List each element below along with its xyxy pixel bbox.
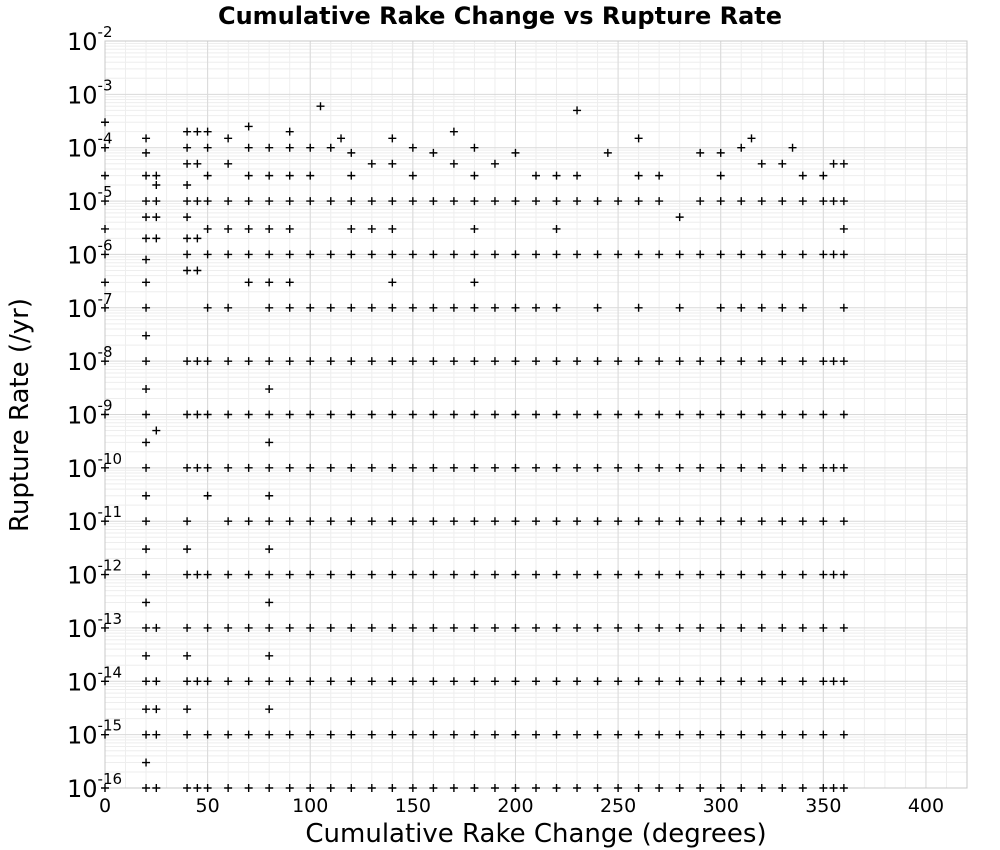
data-point (183, 266, 191, 274)
data-point (152, 213, 160, 221)
data-point (409, 172, 417, 180)
data-point (142, 172, 150, 180)
data-point (265, 278, 273, 286)
data-point (388, 134, 396, 142)
data-point (573, 172, 581, 180)
data-point (450, 784, 458, 792)
y-tick-label (67, 557, 122, 590)
data-point (450, 160, 458, 168)
x-tick-label: 300 (702, 795, 739, 817)
data-point (265, 652, 273, 660)
data-point (265, 438, 273, 446)
data-point (573, 106, 581, 114)
data-point (183, 128, 191, 136)
data-point (245, 278, 253, 286)
data-point (193, 234, 201, 242)
data-point (142, 234, 150, 242)
data-point (758, 784, 766, 792)
y-tick-base: 10 (67, 401, 98, 430)
data-point (553, 172, 561, 180)
data-point (409, 784, 417, 792)
data-point (265, 385, 273, 393)
y-tick-label (67, 663, 122, 696)
data-point (676, 784, 684, 792)
data-point (183, 705, 191, 713)
data-point (737, 784, 745, 792)
data-point (224, 160, 232, 168)
y-tick-exponent: -14 (97, 663, 123, 682)
data-point (152, 172, 160, 180)
y-tick-label (67, 610, 122, 643)
data-point (306, 784, 314, 792)
data-point (388, 784, 396, 792)
y-tick-base: 10 (67, 721, 98, 750)
data-point (183, 545, 191, 553)
data-point (635, 172, 643, 180)
y-tick-exponent: -4 (97, 129, 113, 148)
data-point (327, 784, 335, 792)
x-tick-label: 100 (292, 795, 329, 817)
data-point (368, 160, 376, 168)
data-point (265, 492, 273, 500)
data-point (152, 234, 160, 242)
data-point (286, 172, 294, 180)
y-tick-exponent: -2 (97, 23, 113, 41)
data-point (830, 160, 838, 168)
chart-title: Cumulative Rake Change vs Rupture Rate (217, 2, 783, 30)
data-point (183, 234, 191, 242)
y-tick-base: 10 (67, 348, 98, 377)
data-point (799, 172, 807, 180)
data-point (142, 385, 150, 393)
data-point (748, 134, 756, 142)
data-point (614, 784, 622, 792)
data-point (655, 172, 663, 180)
data-point (286, 225, 294, 233)
data-point (183, 784, 191, 792)
data-point (193, 128, 201, 136)
data-point (511, 784, 519, 792)
data-point (717, 784, 725, 792)
data-point (337, 134, 345, 142)
data-point (696, 784, 704, 792)
y-tick-base: 10 (67, 294, 98, 323)
data-point (142, 492, 150, 500)
data-point (101, 278, 109, 286)
data-point (840, 160, 848, 168)
data-point (286, 278, 294, 286)
y-tick-exponent: -6 (97, 236, 113, 255)
y-tick-label (67, 717, 122, 750)
data-point (152, 784, 160, 792)
data-point (265, 545, 273, 553)
data-point (717, 172, 725, 180)
x-tick-label: 350 (805, 795, 842, 817)
data-point (840, 784, 848, 792)
data-point (778, 784, 786, 792)
data-point (429, 784, 437, 792)
data-point (286, 128, 294, 136)
y-tick-base: 10 (67, 775, 98, 803)
data-point (265, 705, 273, 713)
data-point (532, 784, 540, 792)
data-point (573, 784, 581, 792)
data-point (347, 225, 355, 233)
data-point (142, 598, 150, 606)
x-tick-label: 200 (497, 795, 534, 817)
y-axis-label: Rupture Rate (/yr) (5, 298, 35, 532)
data-point (152, 705, 160, 713)
x-tick-label: 250 (599, 795, 637, 817)
data-point (388, 225, 396, 233)
data-point (819, 784, 827, 792)
y-tick-label (67, 76, 113, 109)
data-point (245, 784, 253, 792)
data-point (840, 225, 848, 233)
y-tick-exponent: -16 (97, 770, 123, 788)
data-point (830, 784, 838, 792)
data-point (224, 784, 232, 792)
x-axis-ticks (99, 795, 944, 817)
y-tick-base: 10 (67, 28, 98, 56)
y-tick-label (67, 290, 113, 323)
data-point (142, 545, 150, 553)
data-point (470, 278, 478, 286)
data-point (470, 784, 478, 792)
data-point (553, 784, 561, 792)
x-tick-label: 0 (98, 795, 112, 817)
data-point (245, 172, 253, 180)
data-point (819, 172, 827, 180)
data-point (265, 225, 273, 233)
y-tick-exponent: -12 (97, 556, 123, 575)
y-tick-base: 10 (67, 668, 98, 697)
y-tick-exponent: -8 (97, 343, 113, 362)
data-point (142, 278, 150, 286)
y-tick-base: 10 (67, 561, 98, 590)
data-point (183, 213, 191, 221)
data-point (306, 172, 314, 180)
x-tick-label: 150 (394, 795, 431, 817)
data-point (594, 784, 602, 792)
y-tick-exponent: -13 (97, 609, 123, 628)
data-point (204, 225, 212, 233)
data-point (183, 160, 191, 168)
y-tick-base: 10 (67, 454, 98, 483)
y-tick-label (67, 450, 122, 483)
data-point (799, 784, 807, 792)
data-point (553, 225, 561, 233)
data-point (193, 784, 201, 792)
y-tick-base: 10 (67, 188, 98, 217)
data-point (265, 172, 273, 180)
y-tick-label (67, 770, 122, 803)
data-point (470, 172, 478, 180)
data-point (245, 122, 253, 130)
y-tick-exponent: -7 (97, 289, 113, 308)
data-point (532, 172, 540, 180)
y-tick-exponent: -15 (97, 716, 123, 735)
y-tick-base: 10 (67, 508, 98, 537)
data-point (368, 784, 376, 792)
data-point (101, 225, 109, 233)
data-point (101, 118, 109, 126)
x-tick-label: 400 (907, 795, 945, 817)
data-point (204, 172, 212, 180)
data-point (368, 225, 376, 233)
data-point (450, 128, 458, 136)
data-point (142, 705, 150, 713)
y-tick-label (67, 343, 113, 376)
data-point (286, 784, 294, 792)
data-point (224, 134, 232, 142)
data-point (265, 784, 273, 792)
y-tick-label (67, 236, 113, 269)
y-tick-label (67, 183, 113, 216)
y-tick-exponent: -3 (97, 76, 113, 95)
data-point (778, 160, 786, 168)
data-point (142, 652, 150, 660)
y-tick-base: 10 (67, 134, 98, 163)
data-point (655, 784, 663, 792)
data-point (142, 759, 150, 767)
y-tick-exponent: -9 (97, 396, 113, 415)
data-point (142, 213, 150, 221)
data-point (470, 225, 478, 233)
y-tick-label (67, 130, 113, 163)
data-point (204, 784, 212, 792)
y-tick-base: 10 (67, 614, 98, 643)
data-point (758, 160, 766, 168)
data-point (142, 134, 150, 142)
x-tick-label: 50 (195, 795, 220, 817)
data-point (193, 266, 201, 274)
data-point (142, 438, 150, 446)
data-point (142, 784, 150, 792)
y-tick-base: 10 (67, 241, 98, 270)
data-point (193, 160, 201, 168)
data-point (317, 102, 325, 110)
data-point (635, 134, 643, 142)
y-tick-exponent: -10 (97, 449, 123, 468)
data-point (142, 332, 150, 340)
y-tick-label (67, 503, 122, 536)
data-point (204, 128, 212, 136)
data-point (491, 160, 499, 168)
data-point (347, 784, 355, 792)
y-tick-exponent: -5 (97, 183, 113, 202)
data-point (491, 784, 499, 792)
data-point (347, 172, 355, 180)
data-point (245, 225, 253, 233)
data-point (676, 213, 684, 221)
y-tick-base: 10 (67, 81, 98, 110)
y-tick-label (67, 23, 113, 56)
data-point (152, 427, 160, 435)
data-point (204, 492, 212, 500)
data-point (265, 598, 273, 606)
data-point (388, 160, 396, 168)
data-point (388, 278, 396, 286)
y-tick-label (67, 397, 113, 430)
y-tick-exponent: -11 (97, 503, 123, 522)
data-point (635, 784, 643, 792)
data-point (183, 652, 191, 660)
data-point (183, 181, 191, 189)
data-point (101, 172, 109, 180)
data-point (152, 181, 160, 189)
data-point (224, 225, 232, 233)
x-axis-label: Cumulative Rake Change (degrees) (305, 819, 767, 849)
